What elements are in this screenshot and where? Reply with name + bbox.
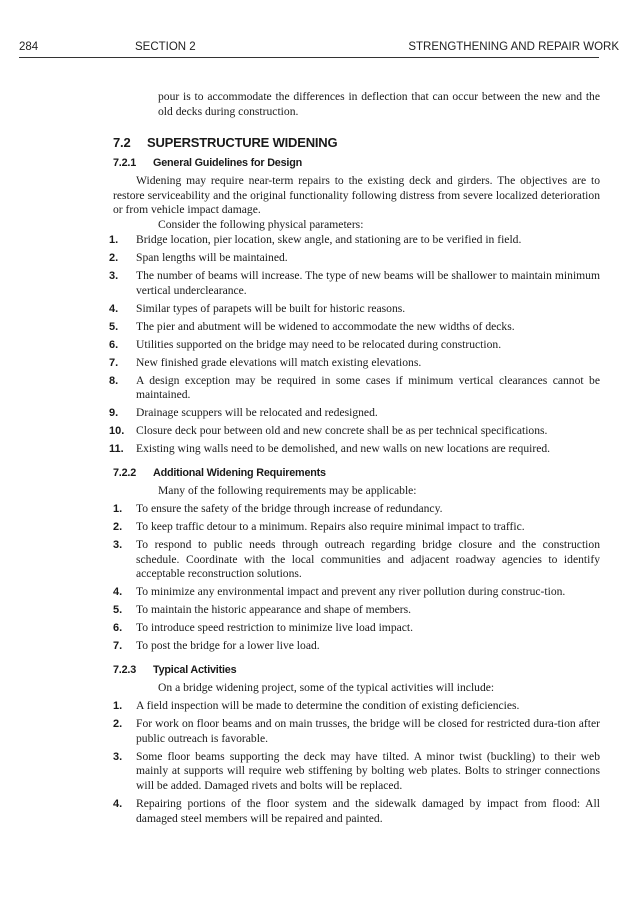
- item-text: To ensure the safety of the bridge through increase of redundancy.: [136, 501, 443, 515]
- subsection-heading-7-2-3: [113, 663, 600, 678]
- item-text: A field inspection will be made to determine the condition of existing deficiencies.: [136, 698, 520, 712]
- item-text: A design exception may be required in some cases if minimum vertical clearances cannot be maintained.: [136, 373, 600, 402]
- list-item: [109, 251, 600, 266]
- item-number: 1.: [113, 699, 123, 712]
- list-item: [113, 699, 600, 714]
- item-text: The pier and abutment will be widened to accommodate the new widths of decks.: [136, 319, 515, 333]
- parameters-list: [109, 233, 600, 457]
- item-number: 4.: [113, 586, 123, 599]
- list-item: [109, 355, 600, 371]
- list-item: [109, 269, 600, 299]
- subsection-title: Additional Widening Requirements: [153, 467, 326, 480]
- subsection-number: 7.2.1: [113, 156, 137, 169]
- list-item: [113, 585, 600, 600]
- item-number: 2.: [109, 252, 119, 265]
- list-item: [113, 797, 600, 827]
- item-text: New finished grade elevations will match existing elevations.: [136, 355, 422, 369]
- page-number: 284: [19, 41, 39, 53]
- item-number: 8.: [109, 374, 119, 387]
- item-number: 4.: [109, 302, 119, 315]
- paragraph: Consider the following physical parameters:: [158, 218, 364, 232]
- subsection-heading-7-2-1: [113, 156, 600, 171]
- intro-continuation: pour is to accommodate the differences in deflection that can occur between the new and the old decks during construction.: [158, 90, 600, 118]
- section-number: 7.2: [113, 134, 131, 150]
- item-text: To post the bridge for a lower live load.: [136, 639, 320, 653]
- paragraph: Many of the following requirements may be applicable:: [158, 483, 417, 497]
- item-number: 3.: [109, 270, 119, 283]
- list-item: [109, 301, 600, 317]
- item-text: To introduce speed restriction to minimize live load impact.: [136, 621, 414, 635]
- item-text: To maintain the historic appearance and shape of members.: [136, 603, 412, 617]
- item-text: Repairing portions of the floor system and the sidewalk damaged by impact from flood: All damaged steel members will be repaired and painted.: [136, 797, 600, 826]
- section-title: SUPERSTRUCTURE WIDENING: [147, 134, 338, 150]
- list-item: [113, 538, 600, 583]
- list-item: [109, 319, 600, 335]
- item-text: Utilities supported on the bridge may need to be relocated during construction.: [136, 337, 502, 351]
- list-item: [113, 502, 600, 517]
- item-text: To minimize any environmental impact and prevent any river pollution during construc-tion.: [136, 585, 566, 599]
- list-item: [109, 442, 600, 457]
- item-text: The number of beams will increase. The type of new beams will be shallower to maintain minimum vertical underclearance.: [136, 269, 600, 297]
- item-number: 7.: [109, 356, 119, 369]
- item-number: 4.: [113, 798, 123, 811]
- item-number: 5.: [113, 604, 123, 617]
- item-text: Span lengths will be maintained.: [136, 251, 288, 265]
- activities-list: [113, 699, 600, 827]
- list-item: [109, 337, 600, 353]
- list-item: [113, 603, 600, 618]
- item-number: 1.: [113, 502, 123, 515]
- item-text: Bridge location, pier location, skew angle, and stationing are to be verified in field.: [136, 233, 522, 247]
- running-header: [19, 41, 619, 57]
- list-item: [113, 750, 600, 795]
- item-number: 9.: [109, 407, 119, 420]
- item-number: 3.: [113, 750, 123, 763]
- item-text: Existing wing walls need to be demolished, and new walls on new locations are required.: [136, 442, 551, 456]
- subsection-title: Typical Activities: [153, 664, 237, 676]
- running-title: STRENGTHENING AND REPAIR WORK: [408, 41, 619, 53]
- list-item: [109, 424, 600, 439]
- item-number: 6.: [113, 622, 123, 635]
- item-number: 2.: [113, 520, 123, 533]
- list-item: [109, 233, 600, 248]
- subsection-number: 7.2.2: [113, 467, 137, 480]
- item-text: Similar types of parapets will be built for historic reasons.: [136, 301, 406, 315]
- item-number: 7.: [113, 640, 123, 653]
- item-number: 3.: [113, 538, 123, 551]
- item-number: 10.: [109, 425, 125, 438]
- page-body: [109, 90, 600, 827]
- item-text: To keep traffic detour to a minimum. Repairs also require minimal impact to traffic.: [136, 519, 525, 533]
- paragraph: On a bridge widening project, some of the typical activities will include:: [158, 680, 495, 694]
- subsection-heading-7-2-2: [113, 466, 600, 481]
- subsection-number: 7.2.3: [113, 664, 137, 676]
- item-number: 5.: [109, 320, 119, 333]
- list-item: [109, 373, 600, 404]
- item-number: 2.: [113, 717, 123, 730]
- paragraph: Widening may require near-term repairs to the existing deck and girders. The objectives are to restore serviceability and the original functionality following distress from severe localized deterioration or from vehicle impact damage.: [113, 173, 600, 217]
- item-text: Some floor beams supporting the deck may have tilted. A minor twist (buckling) to their web mainly at supports will require web stiffening by bolting web plates. Bolts to stringer connections will be added. Damaged rivets and bolts will be replaced.: [136, 749, 600, 793]
- item-text: For work on floor beams and on main trusses, the bridge will be closed for restricted dura-tion after public outreach is favorable.: [136, 716, 600, 745]
- list-item: [113, 520, 600, 535]
- list-item: [109, 406, 600, 421]
- item-text: Closure deck pour between old and new concrete shall be as per technical specifications.: [136, 424, 548, 438]
- item-number: 6.: [109, 338, 119, 351]
- section-label: SECTION 2: [135, 41, 196, 53]
- list-item: [113, 639, 600, 654]
- item-text: Drainage scuppers will be relocated and redesigned.: [136, 406, 378, 420]
- item-text: To respond to public needs through outreach regarding bridge closure and the construction schedule. Coordinate with the local communities and adjacent roadway agencies to identify acceptable reconstruction solutions.: [136, 537, 600, 581]
- requirements-list: [113, 502, 600, 654]
- item-number: 1.: [109, 234, 119, 247]
- list-item: [113, 717, 600, 747]
- section-heading-7-2: [113, 136, 600, 151]
- header-rule: [19, 57, 599, 58]
- item-number: 11.: [109, 443, 124, 456]
- subsection-title: General Guidelines for Design: [153, 156, 302, 169]
- list-item: [113, 621, 600, 636]
